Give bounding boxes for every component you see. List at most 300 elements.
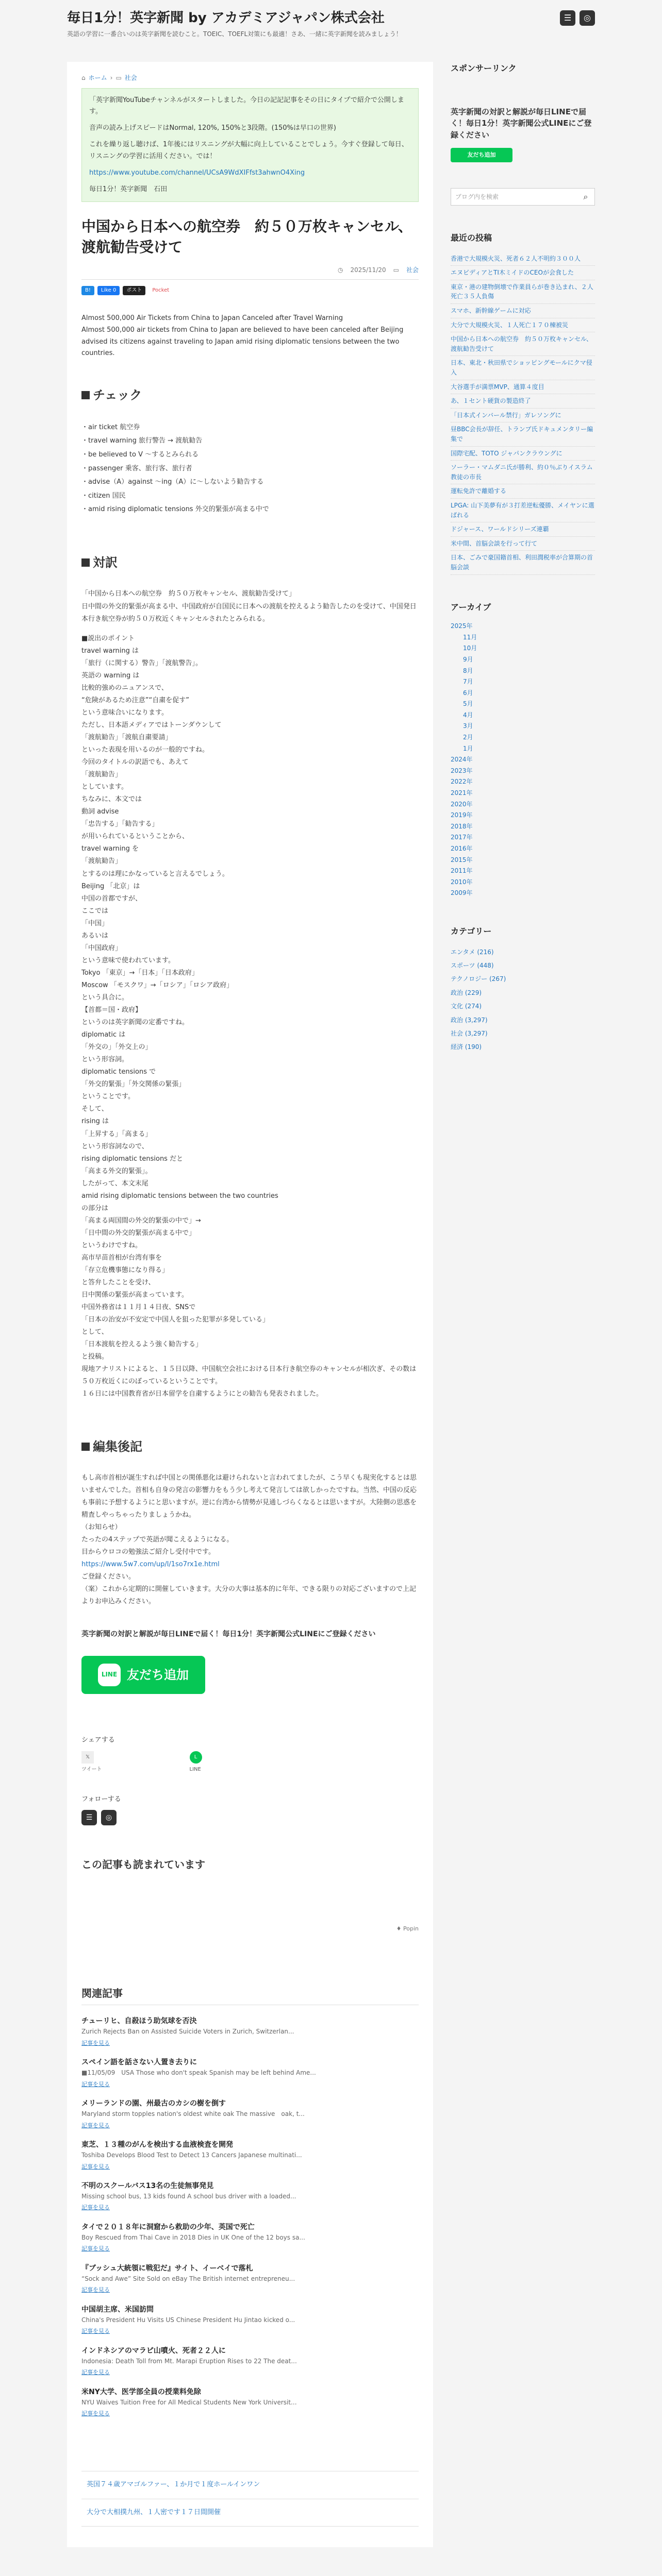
related-more-link[interactable]: 記事を見る [81,2163,110,2170]
translation-line: が用いられているということから、 [81,833,189,841]
translation-line: としています。 [81,783,128,791]
site-header [0,0,662,62]
translation-line: rising は [81,1117,109,1126]
translation-line: あるいは [81,931,109,940]
feedly-icon[interactable]: ◎ [580,10,595,26]
translation-line: 現地アナリストによると、１５日以降、中国航空会社における日本行き航空券のキャンセルが相次ぎ、その数は５０万枚近くにのぼっているということです。 [81,1365,417,1386]
archive-month-link[interactable]: 6月 [463,689,473,697]
translation-line: 「高まる外交的緊張」。 [81,1167,152,1175]
translation-line: というわけですね。 [81,1241,142,1249]
translation-line: 「中国政府」 [81,944,122,952]
youtube-link[interactable]: https://www.youtube.com/channel/UCsA9WdXIFfst3ahwnO4Xing [89,168,305,177]
translation-line: 「高まる両国間の外交的緊張の中で」→ [81,1216,201,1225]
related-excerpt: Missing school bus, 13 kids found A school bus driver with a loaded... [81,2193,296,2200]
translation-heading: 対訳 [81,553,419,572]
share-buttons-top [81,286,419,295]
archive-year [451,621,595,632]
related-excerpt: Indonesia: Death Toll from Mt. Marapi Eruption Rises to 22 The deat... [81,2358,297,2365]
category-item [451,999,595,1013]
translation-line: として、 [81,1328,108,1336]
popin-credit[interactable]: ♦ Popin [396,1925,419,1933]
translation-line: 今回のタイトルの訳語でも、あえて [81,758,189,767]
recent-post-link[interactable]: 中国から日本への航空券 約５０万枚キャンセル、渡航勧告受けて [451,335,593,352]
recent-post-link[interactable]: 東京・港の建物倒壊で作業員らが巻き込まれ、２人死亡３５人負傷 [451,283,593,300]
related-title[interactable]: 『ブッシュ大統領に戦犯だ』サイト、イーベイで落札 [81,2264,253,2273]
check-item: ・air ticket 航空券 [81,423,140,431]
category-item [451,986,595,999]
notice-signature: 毎日1分！英字新聞 石田 [89,185,168,193]
translation-line: の部分は [81,1204,109,1212]
sponsor-widget [451,62,595,162]
recent-post-item [451,499,595,522]
recent-post-link[interactable]: ソーラー・マムダニ氏が勝利、約０％ぶりイスラム教徒の市長 [451,464,593,481]
archive-month-link[interactable]: 4月 [463,711,473,719]
recent-post-link[interactable]: エヌビディアとTI木ミイドのCEOが会食した [451,269,574,277]
related-title[interactable]: インドネシアのマラピ山噴火、死者２２人に [81,2346,226,2355]
recent-post-link[interactable]: 大谷選手が満票MVP、通算４度目 [451,383,544,391]
recent-post-item [451,252,595,266]
check-item: ・amid rising diplomatic tensions 外交的緊張が高まる中で [81,505,269,514]
main-content [67,62,433,2547]
line-cta-text: 英字新聞の対訳と解説が毎日LINEで届く！毎日1分！英字新聞公式LINEにご登録ください [81,1630,376,1639]
translation-line: travel warning を [81,845,139,853]
recent-post-item [451,280,595,304]
related-more-link[interactable]: 記事を見る [81,2080,110,2088]
translation-line: ただし、日本語メディアではトーンダウンして [81,721,222,729]
check-item: ・advise（A）against ～ing（A）に～しないよう勧告する [81,478,264,486]
translation-line: 「忠告する」「勧告する」 [81,820,159,828]
editor-line: たったの4ステップで英語が聞こえるようになる。 [81,1536,234,1544]
translation-line: １６日には中国教育省が日本留学を自粛するようにとの勧告も発表されました。 [81,1390,323,1398]
translation-line: 「上昇する」「高まる」 [81,1130,152,1138]
translation-line: という意味合いになります。 [81,708,168,717]
translation-body [81,588,419,1400]
archive-year-link[interactable]: 2021年 [451,789,473,797]
archive-year [451,776,595,788]
recent-post-link[interactable]: 米中間、首脳会談を行って行て [451,539,538,547]
related-item[interactable] [81,2345,419,2378]
clock-icon: ◷ [337,266,343,274]
archive-year-link[interactable]: 2020年 [451,800,473,808]
archive-year-link[interactable]: 2023年 [451,767,473,774]
check-item: ・citizen 国民 [81,492,126,500]
archive-year-link[interactable]: 2019年 [451,811,473,819]
signup-link[interactable]: https://www.5w7.com/up/l/1so7rx1e.html [81,1561,220,1569]
translation-line: 「渡航勧告」 [81,857,122,866]
translation-line: と投稿。 [81,1353,109,1361]
pocket-button[interactable]: Pocket [152,287,170,294]
recent-post-item [451,332,595,356]
post-navigation [81,2471,419,2527]
share-line[interactable]: L LINE [190,1751,202,1774]
related-more-link[interactable]: 記事を見る [81,2369,110,2376]
notice-text-2: 音声の読み上げスピードはNormal, 120%, 150%と3段階。(150%は早口の世界) [89,124,336,132]
breadcrumb-category[interactable]: 社会 [124,74,137,81]
archive-year-link[interactable]: 2018年 [451,822,473,830]
translation-line: という形容詞。 [81,1056,129,1064]
recent-post-link[interactable]: 香港で大規模火災、死者６２人不明約３００人 [451,255,581,262]
folder-icon: ▭ [115,74,122,81]
recent-post-item [451,484,595,499]
editor-line: ご登録ください。 [81,1573,136,1581]
archive-year-link[interactable]: 2025年 [451,622,473,630]
archive-month [451,688,595,699]
youtube-notice [81,88,419,202]
archive-year [451,766,595,777]
related-title[interactable]: メリーランドの園、州最古のカシの樹を倒す [81,2099,226,2108]
recent-post-link[interactable]: あ、１セント硬貨の製造終了 [451,397,531,405]
related-excerpt: Maryland storm topples nation's oldest white oak The massive oak, t... [81,2110,305,2118]
archive-month [451,632,595,643]
translation-line: “危険があるため注意”“自粛を促す” [81,696,189,704]
notice-text-3: これを繰り返し聴けば、1年後にはリスニングが大幅に向上していることでしょう。今すぐ登録して毎日、リスニングの学習に活用ください。では！ [89,141,408,160]
recent-post-item [451,447,595,461]
translation-line: ちなみに、本文では [81,795,142,804]
translation-line: ここでは [81,907,109,915]
related-title[interactable]: スペイン語を話さない人置き去りに [81,2058,197,2066]
category-link[interactable]: 政治 (229) [451,989,482,996]
archive-year [451,821,595,833]
related-more-link[interactable]: 記事を見る [81,2286,110,2294]
related-item[interactable] [81,2222,419,2255]
translation-line: 動詞 advise [81,808,119,816]
archive-year-link[interactable]: 2015年 [451,856,473,863]
archive-month [451,743,595,755]
breadcrumb [81,73,419,83]
archive-month [451,666,595,677]
translation-line: Tokyo 「東京」→「日本」「日本政府」 [81,969,198,977]
translation-line: 「日本渡航を控えるよう強く勧告する」 [81,1341,203,1349]
archive-month [451,710,595,721]
x-icon: 𝕏 [81,1751,94,1764]
archive-year-link[interactable]: 2011年 [451,867,473,875]
category-link[interactable]: 社会 (3,297) [451,1029,488,1037]
notice-text-1: 「英字新聞YouTubeチャンネルがスタートしました。今日の記記記事をその日にタイプで紹介で公開します。 [89,96,404,116]
post-date: 2025/11/20 [350,266,386,274]
recent-post-item [451,461,595,484]
translation-line: ということです。 [81,1093,135,1101]
category-list [451,945,595,1054]
translation-line: 中国の首都ですが、 [81,894,142,903]
category-item [451,1027,595,1040]
translation-line: 高市早苗首相が台湾有事を [81,1253,162,1262]
square-icon [81,558,90,567]
hatena-button[interactable]: B! [81,286,94,295]
translation-line: という形容詞なので、 [81,1142,148,1150]
archive-month-link[interactable]: 2月 [463,734,473,741]
related-title[interactable]: 不明のスクールバス13名の生徒無事発見 [81,2181,214,2190]
archive-month [451,732,595,743]
related-title[interactable]: 中国胡主席、米国訪問 [81,2305,154,2314]
translation-line: 「渡航勧告」 [81,771,122,779]
recent-post-link[interactable]: 昼BBC会長が辞任、トランプ氏ドキュメンタリー編集で [451,426,593,443]
archive-year-link[interactable]: 2024年 [451,756,473,764]
check-item: ・be believed to V ～するとみられる [81,450,199,459]
breadcrumb-home[interactable]: ホーム [88,74,107,81]
related-item[interactable] [81,2139,419,2172]
square-icon [81,391,90,399]
recent-post-link[interactable]: LPGA: 山下美夢有が３打差逆転優勝、メイヤンに選ばれる [451,501,594,519]
editor-line: 目からウロコの勉強法ご紹介し受付中です。 [81,1548,215,1556]
recent-posts-widget [451,231,595,574]
translation-line: travel warning は [81,647,139,655]
related-item[interactable] [81,2263,419,2296]
translation-line: という具合に。 [81,993,129,1002]
spacer [81,625,419,633]
recent-post-item [451,266,595,280]
archive-month-link[interactable]: 1月 [463,744,473,752]
translation-line: 中国外務省は１１月１４日夜、SNSで [81,1303,196,1312]
post-category[interactable]: 社会 [406,266,419,274]
translation-line: 「存立危機事態になり得る」 [81,1266,169,1275]
archive-year [451,799,595,810]
recent-post-link[interactable]: 日本、東北・秋田県でショッピングモールにクマ侵入 [451,359,592,377]
share-tweet[interactable]: 𝕏 ツイート [81,1751,102,1774]
line-add-friend-button[interactable] [81,1656,205,1694]
entry-meta [81,265,419,280]
line-logo-icon: LINE [98,1664,121,1686]
rss-icon[interactable]: ☰ [560,10,575,26]
sidebar [451,62,595,1080]
archive-year [451,788,595,799]
category-link[interactable]: テクノロジー (267) [451,975,506,983]
sponsor-title: スポンサーリンク [451,63,517,73]
archive-month-link[interactable]: 10月 [463,645,477,652]
recent-post-item [451,522,595,537]
sidebar-line-cta: 英字新聞の対訳と解説が毎日LINEで届く！毎日1分！英字新聞公式LINEにご登録ください [451,107,592,140]
archive-month-link[interactable]: 9月 [463,655,473,663]
facebook-like-button[interactable]: Like 0 [97,286,120,295]
related-title[interactable]: 米NY大学、医学部全員の授業料免除 [81,2387,201,2396]
translation-line: そして、 [81,1105,108,1113]
archive-month-link[interactable]: 7月 [463,678,473,686]
next-post-link[interactable]: 大分で大相撲九州、１人密です１７日間開催 [87,2508,221,2516]
recent-post-item [451,380,595,395]
archive-month [451,676,595,688]
check-item: ・passenger 乗客、旅行客、旅行者 [81,464,192,472]
translation-line: diplomatic tensions で [81,1068,156,1076]
recent-post-item [451,304,595,318]
recommend-heading: この記事も読まれています [81,1858,205,1871]
line-add-friend-label: 友だち追加 [127,1667,189,1682]
sidebar-line-button[interactable]: 友だち追加 [451,148,512,162]
category-item [451,1040,595,1054]
related-more-link[interactable]: 記事を見る [81,2245,110,2252]
archive-year [451,832,595,843]
translation-line: したがって、本文末尾 [81,1179,148,1188]
related-excerpt: NYU Waives Tuition Free for All Medical Students New York Universit... [81,2399,297,2406]
x-post-button[interactable]: ポスト [123,286,145,295]
feedly-icon[interactable]: ◎ [101,1810,117,1825]
translation-line: 日中関係の緊張が高まっています。 [81,1291,188,1299]
translation-line: 日中間の外交的緊張が高まる中、中国政府が自国民に日本への渡航を控えるよう勧告したのを受けて、中国発日本行き航空券が約５０万枚近くキャンセルされたとみられる。 [81,602,417,623]
archive-month [451,643,595,654]
chevron-right-icon: › [110,74,113,81]
translation-line: rising diplomatic tensions だと [81,1155,184,1163]
recent-post-item [451,409,595,423]
category-link[interactable]: エンタメ (216) [451,948,494,956]
recent-post-item [451,356,595,380]
translation-line: と答弁したことを受け、 [81,1279,155,1287]
related-item[interactable] [81,2304,419,2337]
related-more-link[interactable]: 記事を見る [81,2039,110,2046]
archive-month [451,699,595,710]
related-item[interactable] [81,2057,419,2090]
translation-line: ■説出のポイント [81,634,135,642]
archive-year [451,866,595,877]
archive-year [451,810,595,821]
content-wrap [0,62,662,2547]
search-form [451,188,595,206]
related-item[interactable] [81,2015,419,2048]
translation-line: 英語の warning は [81,671,140,680]
check-item: ・travel warning 旅行警告 → 渡航勧告 [81,437,203,445]
translation-line: 「日本の治安が不安定で中国人を狙った犯罪が多発している」 [81,1316,270,1324]
follow-label: フォローする [81,1795,121,1803]
archive-year [451,754,595,766]
translation-line: 「中国」 [81,919,109,927]
recent-post-item [451,422,595,446]
prev-post-link[interactable]: 英国７４歳アマゴルファー、１か月で１度ホールインワン [87,2480,260,2488]
editor-line: （お知らせ） [81,1523,122,1532]
translation-line: diplomatic は [81,1031,126,1039]
recent-post-link[interactable]: ドジャース、ワールドシリーズ連覇 [451,526,549,533]
recent-post-link[interactable]: 「日本式インバール禁行」ガレソングに [451,411,561,419]
related-excerpt: Zurich Rejects Ban on Assisted Suicide Voters in Zurich, Switzerlan... [81,2028,294,2036]
category-item [451,1013,595,1027]
home-icon: ⌂ [81,74,86,81]
recent-post-link[interactable]: 国際宅配、TOTO ジャパンクラウングに [451,449,562,457]
search-input[interactable]: ブログ内を検索 [455,193,499,200]
related-more-link[interactable]: 記事を見る [81,2328,110,2335]
related-more-link[interactable]: 記事を見る [81,2410,110,2417]
article-lead: Almost 500,000 Air Tickets from China to Japan Canceled after Travel Warning Almost 500,000 air tickets from China to Japan are believed to have been canceled after Beijing advised its citizens against traveling to Japan amid rising diplomatic tensions between the two countries. [81,314,404,358]
category-item [451,972,595,986]
related-excerpt: Boy Rescued from Thai Cave in 2018 Dies in UK One of the 12 boys sa... [81,2234,305,2242]
translation-line: というのは英字新聞の定番ですね。 [81,1019,189,1027]
related-more-link[interactable]: 記事を見る [81,2204,110,2211]
archive-year-link[interactable]: 2010年 [451,878,473,886]
translation-line: といった表現を用いるのが一般的ですね。 [81,746,209,754]
site-title[interactable]: 毎日1分！英字新聞 by アカデミアジャパン株式会社 [67,10,385,26]
archive-year [451,877,595,888]
follow-icons [81,1810,419,1825]
category-link[interactable]: 政治 (3,297) [451,1016,488,1024]
recent-list [451,252,595,575]
archive-month-link[interactable]: 5月 [463,700,473,708]
recent-post-link[interactable]: 日本、ごみで豪国籍首相、利田潤税率が合算期の首脳会談 [451,554,593,571]
archive-year [451,855,595,866]
archive-month-link[interactable]: 3月 [463,722,473,730]
archive-year [451,843,595,855]
editor-line: （案）これから定期的に開催していきます。大分の大事は基本的に年年、できる限りの対応ございますので上記よりお申込みください。 [81,1585,416,1606]
category-item [451,959,595,972]
related-excerpt: China's President Hu Visits US Chinese President Hu Jintao kicked o... [81,2316,295,2324]
translation-line: Moscow 「モスクワ」→「ロシア」「ロシア政府」 [81,981,234,989]
archive-month [451,654,595,666]
search-icon[interactable]: ⌕ [583,192,588,202]
related-excerpt: “Sock and Awe” Site Sold on eBay The British internet entrepreneu... [81,2275,295,2283]
translation-line: 「外交の」「外交上の」 [81,1043,152,1052]
archive-list [451,621,595,899]
check-list [81,421,419,517]
category-link[interactable]: 文化 (274) [451,1003,482,1010]
archive-month-link[interactable]: 8月 [463,667,473,674]
translation-line: 「日中間の外交的緊張が高まる中で」 [81,1229,196,1237]
recent-post-link[interactable]: スマホ、新幹線ゲームに対応 [451,307,531,315]
archive-year-link[interactable]: 2009年 [451,889,473,897]
recent-post-item [451,318,595,333]
translation-line: 「中国から日本への航空券 約５０万枚キャンセル、渡航勧告受けて」 [81,590,295,598]
archive-widget [451,601,595,899]
header-icons [560,10,595,26]
share-label: シェアする [81,1736,115,1744]
archive-month [451,721,595,732]
related-more-link[interactable]: 記事を見る [81,2122,110,2129]
site-description: 英語の学習に一番合いのは英字新聞を読むこと。TOEIC、TOEFL対策にも最適！さあ、一緒に英字新聞を読みましょう！ [67,30,402,38]
category-link[interactable]: スポーツ (448) [451,961,494,969]
translation-line: amid rising diplomatic tensions between the two countries [81,1192,278,1200]
category-widget [451,925,595,1054]
related-item[interactable] [81,2386,419,2419]
share-buttons-bottom [81,1751,419,1774]
recent-title: 最近の投稿 [451,233,492,243]
translation-line: 【首都＝国・政府】 [81,1006,142,1014]
related-heading: 関連記事 [81,1985,419,2005]
translation-line: 比較的強めのニュアンスで、 [81,684,168,692]
rss-icon[interactable]: ☰ [81,1810,97,1825]
article-title: 中国から日本への航空券 約５０万枚キャンセル、渡航勧告受けて [81,217,412,256]
recent-post-item [451,551,595,574]
translation-line: 「旅行（に関する）警告」「渡航警告」。 [81,659,203,667]
related-excerpt: ■11/05/09 USA Those who don't speak Spanish may be left behind Ame... [81,2069,316,2077]
translation-line: 「外交的緊張」「外交関係の緊張」 [81,1080,186,1089]
archive-year-link[interactable]: 2017年 [451,834,473,841]
translation-line: Beijing 「北京」は [81,882,140,890]
category-title: カテゴリー [451,926,492,936]
recent-post-item [451,394,595,409]
search-widget [451,188,595,206]
line-icon: L [190,1751,202,1764]
related-list [81,2015,419,2419]
related-item[interactable] [81,2098,419,2131]
related-title[interactable]: チューリヒ、自殺ほう助気球を否決 [81,2017,197,2026]
related-title[interactable]: タイで２０１８年に洞窟から救助の少年、英国で死亡 [81,2223,255,2231]
archive-title: アーカイブ [451,602,491,612]
archive-year-link[interactable]: 2022年 [451,778,473,786]
square-icon [81,1443,90,1451]
related-title[interactable]: 東芝、１３種のがんを検出する血液検査を開発 [81,2140,233,2149]
editor-note [81,1472,419,1608]
category-link[interactable]: 経済 (190) [451,1043,482,1051]
translation-line: 「渡航勧告」「渡航自粛要請」 [81,734,172,741]
recent-post-link[interactable]: 運転免許で離婚する [451,487,507,495]
check-heading: チェック [81,385,419,405]
archive-year [451,888,595,899]
archive-month-link[interactable]: 11月 [463,633,477,641]
translation-line: とするのは理にかなっていると言えるでしょう。 [81,870,229,878]
folder-icon: ▭ [393,266,399,274]
related-excerpt: Toshiba Develops Blood Test to Detect 13 Cancers Japanese multinati... [81,2151,302,2159]
editor-heading: 編集後記 [81,1437,419,1456]
editor-line: もし高市首相が誕生すれば中国との関係悪化は避けられないと言われてましたが、こう早くも現実化するとは思いませんでした。首相も自身の発言の影響力をもう少し考えて発言しては欲しかったですね。当然、中国の反応も事前に予想するようにと思いますが。逆に台湾から情勢が見通しづらくなるとは思いますが。大陸側の思惑を精査しやっちゃったりましょうかね。 [81,1473,417,1519]
translation-line: という意味で使われています。 [81,956,175,964]
recent-post-item [451,537,595,551]
category-item [451,945,595,959]
archive-year-link[interactable]: 2016年 [451,845,473,852]
related-item[interactable] [81,2180,419,2213]
recent-post-link[interactable]: 大分で大規模火災、１人死亡１７０棟被災 [451,321,569,329]
